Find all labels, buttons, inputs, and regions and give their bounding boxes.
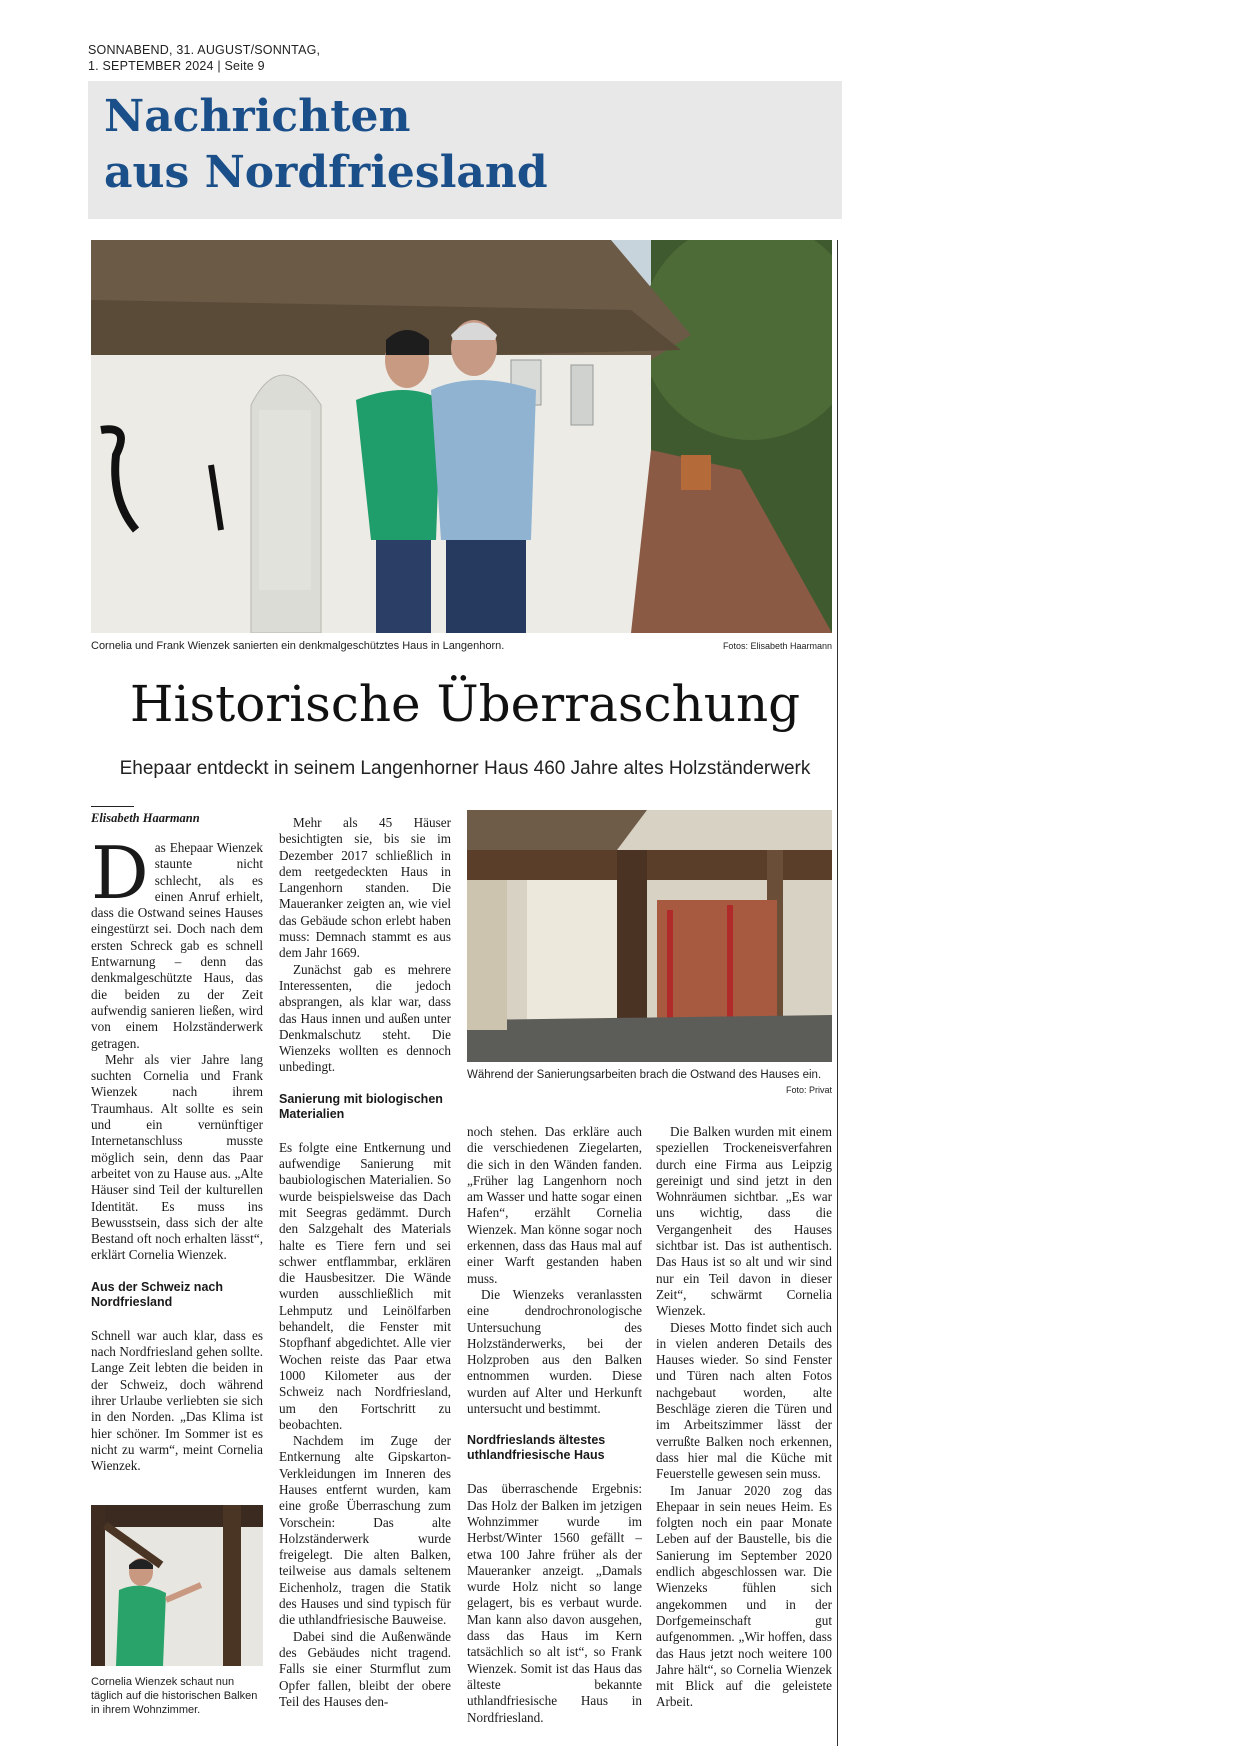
renovation-photo-credit: Foto: Privat [785, 1085, 832, 1095]
section-masthead [88, 81, 842, 219]
author-rule [91, 806, 134, 807]
interior-photo-caption: Cornelia Wienzek schaut nun täglich auf die historischen Balken in ihrem Wohnzimmer. [91, 1676, 258, 1716]
section-title-line-1: Nachrichten [104, 91, 411, 142]
section-title-line-2: aus Nordfriesland [104, 147, 548, 198]
paragraph-text: as Ehepaar Wienzek staunte nicht schlecht, als es einen Anruf erhielt, dass die Ostwand seines Hauses eingestürzt sei. Doch nach dem ersten Schreck gab es schnell Entwarnung – denn das denkmalgeschützte Haus, das die beiden zu der Zeit aufwendig sanieren ließen, wird von einem Holzständerwerk getragen. [91, 840, 263, 1051]
dateline-line-2: 1. SEPTEMBER 2024 | Seite 9 [88, 59, 265, 73]
main-photo-credit: Fotos: Elisabeth Haarmann [722, 641, 832, 651]
paragraph: Zunächst gab es mehrere Interessenten, die jedoch absprangen, als klar war, dass das Haus innen und außen unter Denkmalschutz steht. Die Wienzeks wollten es dennoch unbedingt. [279, 961, 451, 1075]
subheading: Sanierung mit biologischen Materialien [279, 1091, 443, 1121]
paragraph: Mehr als vier Jahre lang suchten Cornelia und Frank Wienzek nach ihrem Traumhaus. Alt sollte es sein und ein vernünftiger Internetanschluss musste möglich sein, denn das Paar arbeitet von zu Hause aus. „Alte Häuser sind Teil der kulturellen Identität. Es muss ins Bewusstsein, dass sich der alte Bestand oft noch erhalten lässt“, erklärt Cornelia Wienzek. [91, 1051, 263, 1263]
drop-cap: D [91, 831, 149, 915]
article-column-4 [656, 1124, 832, 1711]
paragraph: Die Wienzeks veranlassten eine dendrochronologische Untersuchung des Holzständerwerks, bei der Holzproben aus den Balken entnommen wurden. Diese wurden auf Alter und Herkunft untersucht und bestimmt. [467, 1286, 642, 1417]
author-byline: Elisabeth Haarmann [91, 811, 200, 825]
main-photo-image [91, 240, 832, 633]
article-headline: Historische Überraschung [129, 675, 801, 733]
paragraph: Dabei sind die Außenwände des Gebäudes nicht tragend. Falls sie einer Sturmflut zum Opfer fallen, bleibt der obere Teil des Hauses den- [279, 1628, 451, 1709]
paragraph: Es folgte eine Entkernung und aufwendige Sanierung mit baubiologischen Materialien. So wurde beispielsweise das Dach mit Seegras gedämmt. Durch den Salzgehalt des Materials halte es Tiere fern und sei schwer entflammbar, erklären die Hausbesitzer. Die Wände wurden ausschließlich mit Lehmputz und Leinölfarben behandelt, die Fenster mit Stopfhanf abgedichtet. Alle vier Wochen reiste das Paar etwa 1000 Kilometer aus der Schweiz nach Nordfriesland, um den Fortschritt zu beobachten. [279, 1139, 451, 1432]
renovation-photo [467, 810, 832, 1062]
article-subheadline: Ehepaar entdeckt in seinem Langenhorner Haus 460 Jahre altes Holzständerwerk [119, 758, 811, 779]
paragraph [91, 831, 263, 1052]
paragraph: Das überraschende Ergebnis: Das Holz der Balken im jetzigen Wohnzimmer wurde im Herbst/Winter 1560 gefällt – etwa 100 Jahre früher als der Maueranker anzeigt. „Damals wurde Holz nicht so lange gelagert, bis es verbaut wurde. Man kann also davon ausgehen, dass das Haus im Kern tatsächlich so alt ist“, so Frank Wienzek. Somit ist das Haus das älteste bekannte uthlandfriesische Haus in Nordfriesland. [467, 1481, 642, 1725]
subheading: Nordfrieslands ältestes uthlandfriesische Haus [467, 1433, 606, 1463]
dateline [88, 42, 320, 74]
paragraph: Im Januar 2020 zog das Ehepaar in sein neues Heim. Es folgten noch ein paar Monate Leben auf der Baustelle, bis die Sanierung im September 2020 endlich abgeschlossen war. Die Wienzeks fühlen sich angekommen und in der Dorfgemeinschaft gut aufgenommen. „Wir hoffen, dass das Haus jetzt noch weitere 100 Jahre hält“, so Cornelia Wienzek mit Blick auf die geleistete Arbeit. [656, 1482, 832, 1710]
paragraph: Mehr als 45 Häuser besichtigten sie, bis sie im Dezember 2017 schließlich in dem reetgedeckten Haus in Langenhorn standen. Die Maueranker zeigten an, wie viel das Gebäude schon erlebt haben muss: Demnach stammt es aus dem Jahr 1669. [279, 815, 451, 961]
page-right-rule [837, 240, 838, 1746]
article-column-1 [91, 831, 263, 1474]
main-photo [91, 240, 832, 633]
renovation-photo-caption: Während der Sanierungsarbeiten brach die Ostwand des Hauses ein. [467, 1069, 822, 1081]
interior-photo-image [91, 1505, 263, 1666]
main-photo-caption: Cornelia und Frank Wienzek sanierten ein denkmalgeschütztes Haus in Langenhorn. [91, 640, 505, 652]
subheading: Aus der Schweiz nach Nordfriesland [91, 1279, 223, 1309]
paragraph: noch stehen. Das erkläre auch die verschiedenen Ziegelarten, die sich in den Wänden fanden. „Früher lag Langenhorn noch am Wasser und hatte sogar einen Hafen“, erzählt Cornelia Wienzek. Man könne sogar noch erkennen, dass das Haus mal auf einer Warft gestanden haben muss. [467, 1124, 642, 1286]
paragraph: Schnell war auch klar, dass es nach Nordfriesland gehen sollte. Lange Zeit lebten die beiden in der Schweiz, doch während ihrer Urlaube verliebten sie sich in den Norden. „Das Klima ist hier schöner. Im Sommer ist es nicht zu warm“, meint Cornelia Wienzek. [91, 1327, 263, 1474]
article-column-2 [279, 815, 451, 1710]
section-title [104, 89, 548, 201]
paragraph: Die Balken wurden mit einem speziellen Trockeneisverfahren durch eine Firma aus Leipzig gereinigt und sind jetzt in den Wohnräumen sichtbar. „Es war uns wichtig, dass die Vergangenheit des Hauses sichtbar ist. Das ist authentisch. Das Haus ist so alt und wir sind nur ein Teil davon in dieser Zeit“, schwärmt Cornelia Wienzek. [656, 1124, 832, 1319]
article-column-3 [467, 1124, 642, 1726]
paragraph: Dieses Motto findet sich auch in vielen anderen Details des Hauses wieder. So sind Fenster und Türen nach alten Fotos nachgebaut worden, alte Beschläge zieren die Türen und im Arbeitszimmer lässt der verrußte Balken noch erkennen, dass hier mal die Küche mit Feuerstelle gewesen sein muss. [656, 1319, 832, 1482]
paragraph: Nachdem im Zuge der Entkernung alte Gipskarton-Verkleidungen im Inneren des Hauses entfernt wurden, kam eine große Überraschung zum Vorschein: Das alte Holzständerwerk wurde freigelegt. Die alten Balken, teilweise aus damals seltenem Eichenholz, tragen die Statik des Hauses und sind typisch für die uthlandfriesische Bauweise. [279, 1433, 451, 1628]
renovation-photo-image [467, 810, 832, 1062]
dateline-line-1: SONNABEND, 31. AUGUST/SONNTAG, [88, 43, 321, 57]
interior-photo [91, 1505, 263, 1666]
